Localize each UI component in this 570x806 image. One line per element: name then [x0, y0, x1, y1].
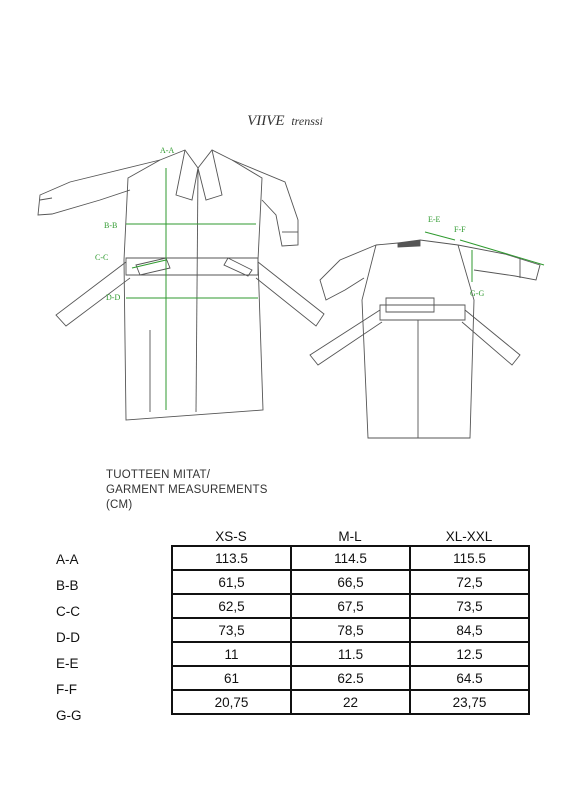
table-cell: 61	[172, 666, 291, 690]
label-a-a: A-A	[160, 146, 175, 155]
label-g-g: G-G	[470, 289, 485, 298]
table-cell: 73,5	[172, 618, 291, 642]
table-cell: 61,5	[172, 570, 291, 594]
size-header-m-l: M-L	[338, 529, 362, 544]
table-row	[172, 666, 529, 690]
table-cell: 22	[291, 690, 410, 714]
table-cell: 23,75	[410, 690, 529, 714]
table-cell: 12.5	[410, 642, 529, 666]
label-d-d: D-D	[106, 293, 121, 302]
row-label: B-B	[56, 578, 79, 593]
measurements-heading	[106, 468, 268, 513]
table-cell: 78,5	[291, 618, 410, 642]
row-label: A-A	[56, 552, 79, 567]
row-label: E-E	[56, 656, 79, 671]
table-cell: 114.5	[291, 546, 410, 570]
table-cell: 73,5	[410, 594, 529, 618]
table-row	[172, 594, 529, 618]
table-cell: 64.5	[410, 666, 529, 690]
table-cell: 11	[172, 642, 291, 666]
table-row	[172, 570, 529, 594]
label-f-f: F-F	[454, 225, 466, 234]
heading-line-finnish: TUOTTEEN MITAT/	[106, 469, 211, 481]
table-cell: 67,5	[291, 594, 410, 618]
table-cell: 72,5	[410, 570, 529, 594]
front-coat-drawing	[38, 150, 324, 420]
table-row	[172, 618, 529, 642]
table-cell: 62,5	[172, 594, 291, 618]
garment-type: trenssi	[291, 114, 323, 128]
back-measure-lines	[425, 232, 544, 282]
measurements-table	[171, 545, 530, 715]
garment-name: VIIVE	[247, 113, 285, 129]
table-cell: 62.5	[291, 666, 410, 690]
heading-line-unit: (CM)	[106, 499, 133, 511]
label-e-e: E-E	[428, 215, 441, 224]
label-c-c: C-C	[95, 253, 109, 262]
row-label: G-G	[56, 708, 82, 723]
row-label: F-F	[56, 682, 77, 697]
table-cell: 115.5	[410, 546, 529, 570]
label-b-b: B-B	[104, 221, 118, 230]
size-header-xl-xxl: XL-XXL	[445, 529, 493, 544]
front-measure-lines	[126, 168, 258, 410]
table-row	[172, 642, 529, 666]
row-label: D-D	[56, 630, 80, 645]
table-cell: 84,5	[410, 618, 529, 642]
table-cell: 20,75	[172, 690, 291, 714]
size-header-xs-s: XS-S	[215, 529, 247, 544]
table-cell: 11.5	[291, 642, 410, 666]
heading-line-english: GARMENT MEASUREMENTS	[106, 484, 268, 496]
table-cell: 113.5	[172, 546, 291, 570]
table-cell: 66,5	[291, 570, 410, 594]
back-coat-drawing	[310, 240, 540, 438]
table-row	[172, 546, 529, 570]
table-row	[172, 690, 529, 714]
row-label: C-C	[56, 604, 80, 619]
